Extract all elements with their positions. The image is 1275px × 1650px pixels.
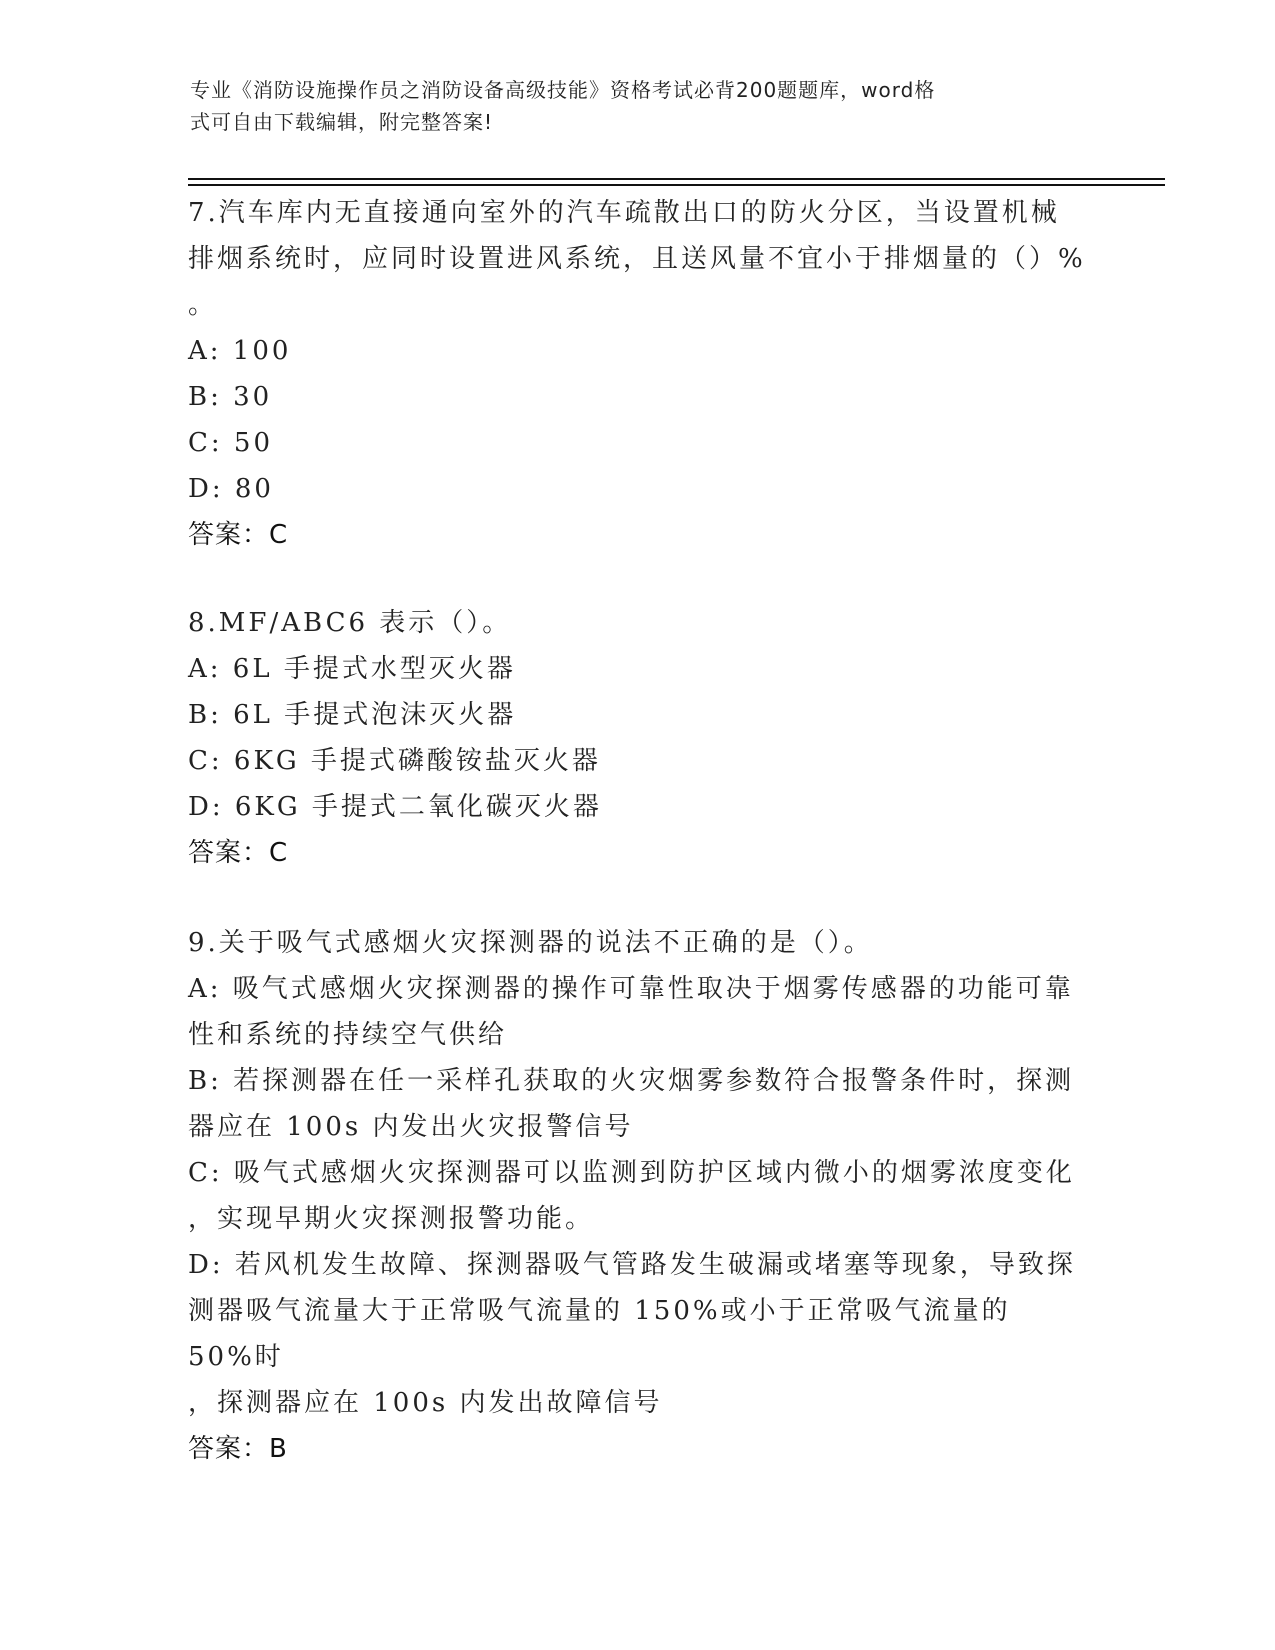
option-d: D: 80 — [188, 474, 274, 504]
answer-label: 答案：C — [188, 838, 289, 868]
question-text: 7.汽车库内无直接通向室外的汽车疏散出口的防火分区，当设置机械 — [188, 198, 1060, 228]
option-a: A: 100 — [188, 336, 292, 366]
option-d: D: 若风机发生故障、探测器吸气管路发生破漏或堵塞等现象，导致探 — [188, 1250, 1076, 1280]
option-b: B: 30 — [188, 382, 273, 412]
option-b: B: 若探测器在任一采样孔获取的火灾烟雾参数符合报警条件时，探测 — [188, 1066, 1075, 1096]
option-c: C: 6KG 手提式磷酸铵盐灭火器 — [188, 746, 601, 776]
option-c-continued: ，实现早期火灾探测报警功能。 — [188, 1204, 595, 1234]
option-a: A: 吸气式感烟火灾探测器的操作可靠性取决于烟雾传感器的功能可靠 — [188, 974, 1074, 1004]
question-text: 8.MF/ABC6 表示（）。 — [188, 608, 512, 638]
option-a: A: 6L 手提式水型灭火器 — [188, 654, 516, 684]
option-d-continued: ，探测器应在 100s 内发出故障信号 — [188, 1388, 663, 1418]
option-a-continued: 性和系统的持续空气供给 — [188, 1020, 508, 1050]
question-9 — [188, 920, 1088, 1472]
option-c: C: 50 — [188, 428, 274, 458]
question-text: 排烟系统时，应同时设置进风系统，且送风量不宜小于排烟量的（）% — [188, 244, 1086, 274]
header-divider — [188, 178, 1165, 180]
answer-label: 答案：C — [188, 520, 289, 550]
option-b: B: 6L 手提式泡沫灭火器 — [188, 700, 517, 730]
question-text: 9.关于吸气式感烟火灾探测器的说法不正确的是（）。 — [188, 928, 873, 958]
answer-label: 答案：B — [188, 1434, 288, 1464]
question-8 — [188, 600, 1088, 876]
option-c: C: 吸气式感烟火灾探测器可以监测到防护区域内微小的烟雾浓度变化 — [188, 1158, 1075, 1188]
header-line: 专业《消防设施操作员之消防设备高级技能》资格考试必背200题题库，word格 — [190, 78, 936, 102]
header-divider — [188, 184, 1165, 186]
question-text: 。 — [188, 290, 218, 320]
option-d: D: 6KG 手提式二氧化碳灭火器 — [188, 792, 602, 822]
option-d-continued: 测器吸气流量大于正常吸气流量的 150%或小于正常吸气流量的 50%时 — [188, 1296, 1011, 1372]
document-header — [190, 74, 1090, 138]
header-line: 式可自由下载编辑，附完整答案! — [190, 110, 494, 134]
option-b-continued: 器应在 100s 内发出火灾报警信号 — [188, 1112, 634, 1142]
question-7 — [188, 190, 1088, 558]
